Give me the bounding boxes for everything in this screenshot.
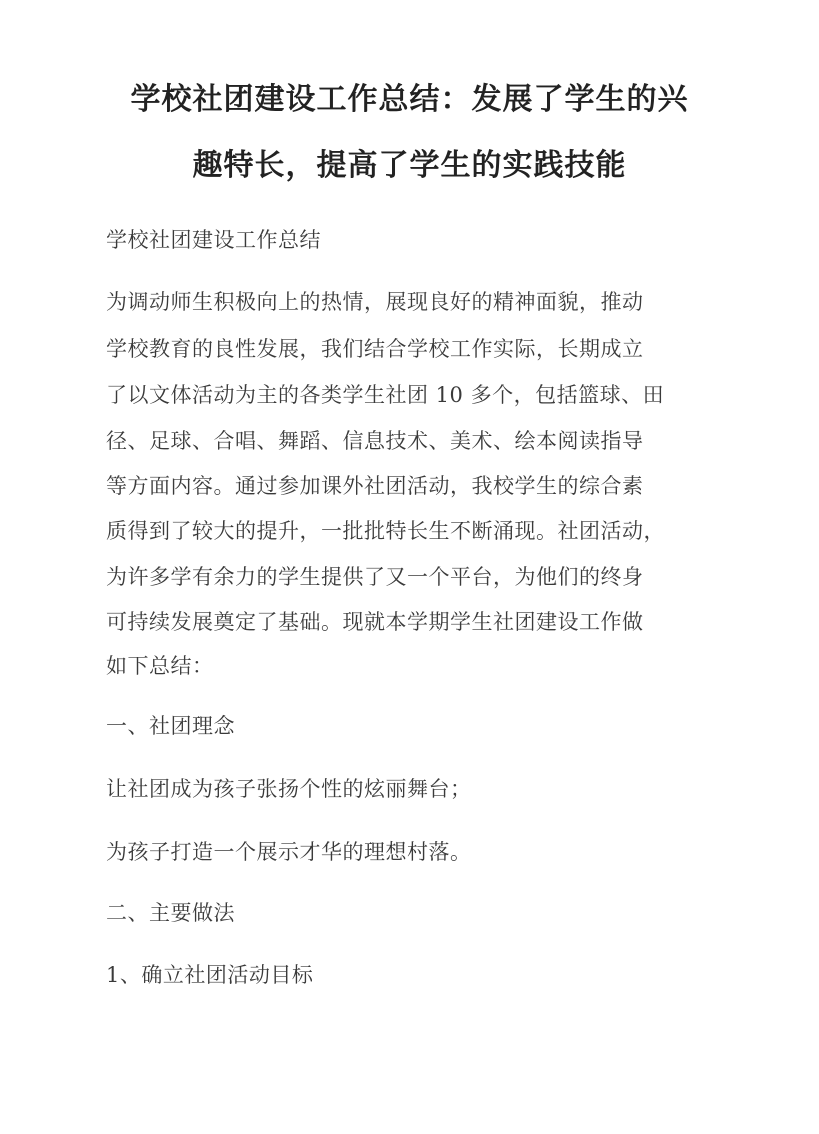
intro-paragraph-line: 如下总结： (106, 654, 214, 678)
intro-paragraph-line: 为许多学有余力的学生提供了又一个平台，为他们的终身 (106, 565, 644, 589)
intro-paragraph-line: 可持续发展奠定了基础。现就本学期学生社团建设工作做 (106, 610, 644, 634)
philosophy-line: 为孩子打造一个展示才华的理想村落。 (106, 840, 472, 864)
intro-paragraph-line: 学校教育的良性发展，我们结合学校工作实际，长期成立 (106, 337, 644, 361)
intro-paragraph-line: 质得到了较大的提升，一批批特长生不断涌现。社团活动， (106, 519, 665, 543)
philosophy-line: 让社团成为孩子张扬个性的炫丽舞台； (106, 777, 472, 801)
intro-paragraph-line: 径、足球、合唱、舞蹈、信息技术、美术、绘本阅读指导 (106, 429, 644, 453)
section-heading-methods: 二、主要做法 (106, 901, 235, 925)
intro-paragraph-line: 等方面内容。通过参加课外社团活动，我校学生的综合素 (106, 474, 644, 498)
intro-paragraph-line: 为调动师生积极向上的热情，展现良好的精神面貌，推动 (106, 290, 644, 314)
methods-item-1: 1、确立社团活动目标 (106, 963, 314, 987)
document-subtitle: 学校社团建设工作总结 (106, 228, 321, 252)
intro-paragraph-line: 了以文体活动为主的各类学生社团 10 多个，包括篮球、田 (106, 383, 665, 407)
section-heading-philosophy: 一、社团理念 (106, 714, 235, 738)
document-title-line-1: 学校社团建设工作总结：发展了学生的兴 (130, 82, 689, 117)
document-title-line-2: 趣特长，提高了学生的实践技能 (192, 148, 627, 183)
